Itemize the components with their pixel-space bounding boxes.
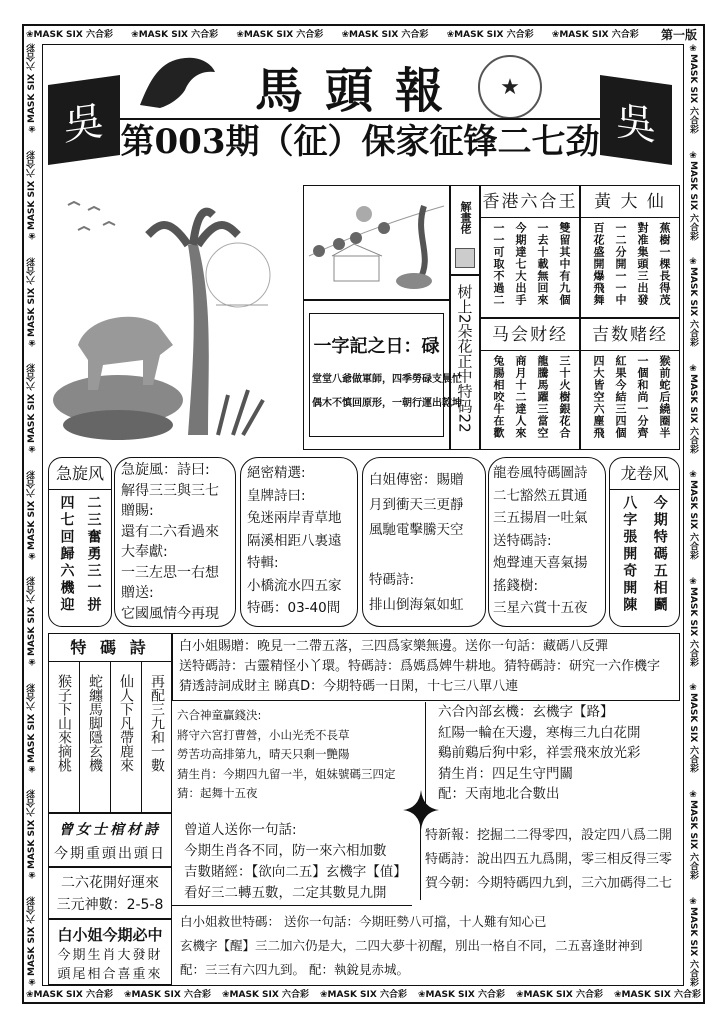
strip-unit: ❀MASK SIX 六合彩 xyxy=(446,30,534,40)
bai-xiaojie-gift-box xyxy=(172,633,680,701)
te-ma-shi-col: 仙人下凡帶鹿來 xyxy=(111,662,142,812)
er-liu-line: 三元神數：2-5-8 xyxy=(56,897,164,913)
bottom-strip xyxy=(26,988,701,1002)
te-xin-bao-box xyxy=(420,822,680,900)
right-strip xyxy=(686,44,700,986)
poem-columns xyxy=(581,351,679,443)
bi-zhong-title: 白小姐今期必中 xyxy=(57,926,163,944)
jue-mi-box xyxy=(240,457,358,627)
text-line: 隔溪相距八裏遠 xyxy=(247,532,342,549)
house-illustration-box xyxy=(303,185,450,300)
text-line: 一三左思一右想 xyxy=(121,564,219,581)
poem-panel xyxy=(480,318,580,451)
strip-unit: ❀MASK SIX 六合彩 xyxy=(27,257,37,347)
bi-zhong-line: 頭尾相合喜重來 xyxy=(57,967,163,982)
text-line: 特碼詩: xyxy=(369,572,415,588)
zeng-nvshi-title: 曾女士棺材詩 xyxy=(59,822,161,838)
strip-unit: ❀MASK SIX 六合彩 xyxy=(688,576,698,667)
strip-unit: ❀MASK SIX 六合彩 xyxy=(614,990,701,1000)
strip-unit: ❀MASK SIX 六合彩 xyxy=(27,44,37,134)
poem-title: 黃 大 仙 xyxy=(581,186,679,218)
strip-unit: ❀MASK SIX 六合彩 xyxy=(27,363,37,454)
poem-column: 商月十二達人來 xyxy=(514,354,527,439)
long-juan-feng-col: 今期特碼五相鬬 xyxy=(651,495,668,614)
long-juan-feng-col: 八字張開奇開陳 xyxy=(621,495,638,614)
te-ma-shi-box xyxy=(48,633,172,813)
text-line: 小橋流水四五家 xyxy=(247,577,342,594)
te-ma-shi-title: 特 碼 詩 xyxy=(49,634,171,662)
text-line: 搖錢樹: xyxy=(493,577,539,594)
te-ma-shi-col: 猴子下山來摘桃 xyxy=(49,662,80,812)
strip-unit: ❀MASK SIX 六合彩 xyxy=(26,990,113,1000)
poem-column: 對准集頭三出發 xyxy=(636,222,649,306)
text-line: 白小姐賜贈：晚見一二帶五落，三四爲家樂無邊。送你一句話：藏碼八反彈 xyxy=(179,639,609,654)
jie-hua-label: 解畫佬 xyxy=(459,200,472,234)
text-line: 特新報：挖掘二二得零四，設定四八爲二開 xyxy=(425,828,673,843)
text-line: 猜生肖：四足生守門關 xyxy=(438,765,573,782)
strip-unit: ❀MASK SIX 六合彩 xyxy=(688,470,698,560)
text-line: 勞苦功高排第九，晴天只剩一艷陽 xyxy=(177,747,350,761)
strip-unit: ❀MASK SIX 六合彩 xyxy=(688,789,698,880)
strip-unit: ❀MASK SIX 六合彩 xyxy=(320,990,407,1000)
poem-column: 龍騰馬躍三當空 xyxy=(536,354,549,439)
one-word-panel xyxy=(303,300,462,450)
te-ma-shi-col: 蛇纏馬脚隱玄機 xyxy=(80,662,111,812)
text-line: 贈賜: xyxy=(121,503,154,519)
jie-hua-answer-box xyxy=(450,275,480,450)
one-word-line: 堂堂八爺做軍師，四季勞碌支晨忙 xyxy=(312,374,462,385)
text-line: 猜透詩詞成財主 睇真D：今期特碼一日閑，十七三八單八連 xyxy=(179,679,519,694)
poem-columns xyxy=(481,218,579,310)
text-line: 將守六宮打曹營，小山光禿不長草 xyxy=(177,727,350,742)
strip-unit: ❀MASK SIX 六合彩 xyxy=(222,990,309,1000)
zeng-nvshi-line: 今期重頭出頭日 xyxy=(54,846,166,862)
strip-unit: ❀MASK SIX 六合彩 xyxy=(418,990,505,1000)
poem-title: 香港六合王 xyxy=(481,186,579,218)
poem-columns xyxy=(581,218,679,310)
strip-unit: ❀MASK SIX 六合彩 xyxy=(688,257,698,347)
strip-unit: ❀MASK SIX 六合彩 xyxy=(688,896,698,986)
edition-label: 第一版 xyxy=(660,28,697,42)
strip-unit: ❀MASK SIX 六合彩 xyxy=(516,990,603,1000)
text-line: 看好三二轉五數，二定其數見九開 xyxy=(184,885,387,901)
one-word-line: 偶木不慎回原形，一朝行運出乾坤 xyxy=(312,398,462,409)
text-line: 猜：起舞十五夜 xyxy=(177,786,258,800)
dog-tree-illustration xyxy=(48,185,303,450)
bi-zhong-box xyxy=(48,919,172,985)
ji-xuan-feng-col: 四七回歸六機迎 xyxy=(58,495,75,614)
strip-unit: ❀MASK SIX 六合彩 xyxy=(27,790,37,880)
text-line: 六合內部玄機：玄機字【路】 xyxy=(438,704,614,720)
strip-unit: ❀MASK SIX 六合彩 xyxy=(688,150,698,240)
text-line: 曾道人送你一句話: xyxy=(184,822,297,838)
poem-column: 一去十載無回來 xyxy=(536,222,549,306)
bai-jie-box xyxy=(362,457,486,627)
te-ma-shi-col: 再配三九和一數 xyxy=(149,674,165,772)
text-line: 配：天南地北合數出 xyxy=(438,786,560,802)
poem-column: 一二分開一一中 xyxy=(614,222,627,306)
jiu-shi-box xyxy=(180,910,680,985)
text-line: 特輯: xyxy=(247,555,279,571)
text-line: 配：三三有六四九到。 配：執銳見赤城。 xyxy=(180,962,409,977)
poem-title: 马会财经 xyxy=(481,319,579,351)
text-line: 特碼：03-40間 xyxy=(247,600,341,616)
text-line: 月到衝天三更靜 xyxy=(369,497,464,513)
poem-column: 四大皆空六塵飛 xyxy=(592,354,605,439)
poem-column: 猴前蛇后繞圈半 xyxy=(658,354,671,439)
strip-unit: ❀MASK SIX 六合彩 xyxy=(551,30,639,40)
text-line xyxy=(369,543,479,568)
ji-xuan-poem-box xyxy=(114,457,236,627)
text-line: 今期生肖各不同，防一來六相加數 xyxy=(184,843,387,859)
long-juan-box xyxy=(488,457,606,627)
poem-column: 三十火樹銀花合 xyxy=(558,354,571,439)
strip-unit: ❀MASK SIX 六合彩 xyxy=(26,30,113,40)
jie-hua-thumbnail xyxy=(455,248,475,268)
text-line: 三星六賞十五夜 xyxy=(493,600,588,616)
text-line: 三五揚眉一吐氣 xyxy=(493,510,588,526)
er-liu-line: 二六花開好運來 xyxy=(61,875,159,891)
text-line: 猜生肖：今期四九留一半，姐妹號碼三四定 xyxy=(177,766,396,781)
text-line: 二七豁然五貫通 xyxy=(493,487,588,504)
text-line: 吉數賭經：【欲向二五】玄機字【值】 xyxy=(184,864,407,880)
star-icon: ★ xyxy=(500,74,520,100)
text-line: 絕密精選: xyxy=(247,465,306,481)
text-line: 贈送: xyxy=(121,585,154,601)
poem-column: 百花盛開爆飛舞 xyxy=(592,222,605,306)
strip-unit: ❀MASK SIX 六合彩 xyxy=(688,44,698,134)
shen-tong-box xyxy=(175,706,423,806)
poem-panel xyxy=(580,318,680,451)
strip-unit: ❀MASK SIX 六合彩 xyxy=(124,990,211,1000)
left-flag: 吳 xyxy=(48,75,120,165)
seal-stamp xyxy=(478,55,542,119)
poem-column: 紅果今結三四個 xyxy=(614,354,627,439)
poem-column: 兔腸相咬牛在歡 xyxy=(492,354,505,439)
text-line: 白小姐救世特碼： 送你一句話：今期旺勢八可擋，十人難有知心已 xyxy=(180,914,547,929)
poem-panel xyxy=(480,185,580,318)
strip-unit: ❀MASK SIX 六合彩 xyxy=(27,896,37,986)
text-line: 特碼詩：說出四五九爲開，零三相反得三零 xyxy=(425,852,673,867)
text-line: 六合神童贏錢決: xyxy=(177,708,262,722)
masthead-title: 馬頭報 xyxy=(254,63,465,119)
text-line: 龍卷風特碼圖詩 xyxy=(493,465,588,481)
long-juan-feng-box xyxy=(609,457,680,627)
strip-unit: ❀MASK SIX 六合彩 xyxy=(27,576,37,667)
left-strip xyxy=(25,44,39,986)
nei-bu-box xyxy=(425,702,680,810)
divider xyxy=(172,905,412,906)
ji-xuan-feng-col: 二三奮勇三一拼 xyxy=(85,495,102,614)
text-line: 送特碼詩: xyxy=(493,532,552,549)
poem-column: 雙留其中有九個 xyxy=(558,222,571,306)
jie-hua-answer: 树上2朵花正中特码22 xyxy=(455,284,474,433)
strip-unit: ❀MASK SIX 六合彩 xyxy=(27,150,37,241)
bi-zhong-line: 今期生肖大發財 xyxy=(57,948,163,963)
ji-xuan-feng-box xyxy=(48,457,112,627)
poem-column: 一一可取不過二 xyxy=(492,222,505,306)
text-line: 排山倒海氣如虹 xyxy=(369,597,464,613)
four-poems-grid xyxy=(480,185,680,450)
text-line: 風馳電擊騰天空 xyxy=(369,522,464,538)
text-line: 還有二六看過來 xyxy=(121,523,219,540)
right-flag: 吳 xyxy=(600,75,672,165)
zeng-daoren-box xyxy=(184,820,420,905)
text-line: 紅陽一輪在天邊，寒梅三九白花開 xyxy=(438,724,641,741)
text-line: 大奉獻: xyxy=(121,544,168,560)
er-liu-box xyxy=(48,867,172,919)
strip-unit: ❀MASK SIX 六合彩 xyxy=(236,30,324,40)
text-line: 白姐傳密：賜贈 xyxy=(369,472,464,488)
text-line: 送特碼詩：古靈精怪小丫環。特碼詩：爲媽爲婢牛耕地。猜特碼詩：研究一六作機字 xyxy=(179,659,661,674)
poem-column: 今期達七大出手 xyxy=(514,222,527,306)
text-line: 兔迷兩岸青草地 xyxy=(247,510,342,526)
zeng-nvshi-box xyxy=(48,813,172,867)
text-line: 鷄前鷄后狗中彩，祥雲飛來放光彩 xyxy=(438,745,641,761)
poem-title: 吉数赌经 xyxy=(581,319,679,351)
text-line: 皇牌詩曰: xyxy=(247,487,306,504)
house-illustration xyxy=(304,186,449,299)
strip-unit: ❀MASK SIX 六合彩 xyxy=(341,30,429,40)
ji-xuan-feng-title: 急旋风 xyxy=(49,458,111,490)
text-line: 炮聲連天喜氣揚 xyxy=(493,555,588,571)
text-line: 它國風情今再現 xyxy=(121,605,219,622)
poem-column: 一個和尚一分齊 xyxy=(636,354,649,439)
strip-unit: ❀MASK SIX 六合彩 xyxy=(688,683,698,773)
text-line: 急旋風：詩曰: xyxy=(121,462,210,478)
top-strip xyxy=(26,28,701,42)
jie-hua-label-box xyxy=(450,185,480,275)
text-line: 解得三三與三七 xyxy=(121,482,219,499)
strip-unit: ❀MASK SIX 六合彩 xyxy=(27,683,37,773)
poem-columns xyxy=(481,351,579,443)
poem-column: 蕉樹一棵長得茂 xyxy=(658,222,671,306)
one-word-title: 一字記之日：碌 xyxy=(313,336,440,357)
strip-unit: ❀MASK SIX 六合彩 xyxy=(27,470,37,560)
issue-headline: 第003期（征）保家征锋二七劲 xyxy=(120,118,600,162)
text-line: 賀今朝：今期特碼四九到，三六加碼得二七 xyxy=(425,876,673,891)
long-juan-feng-title: 龙卷风 xyxy=(610,458,679,490)
strip-unit: ❀MASK SIX 六合彩 xyxy=(131,30,219,40)
strip-unit: ❀MASK SIX 六合彩 xyxy=(688,363,698,454)
text-line: 玄機字【醒】三二加六仍是大，二四大夢十初醒，別出一格自不同，二五喜逢財神到 xyxy=(180,938,643,953)
horse-head-logo-icon xyxy=(130,50,220,110)
poem-panel xyxy=(580,185,680,318)
